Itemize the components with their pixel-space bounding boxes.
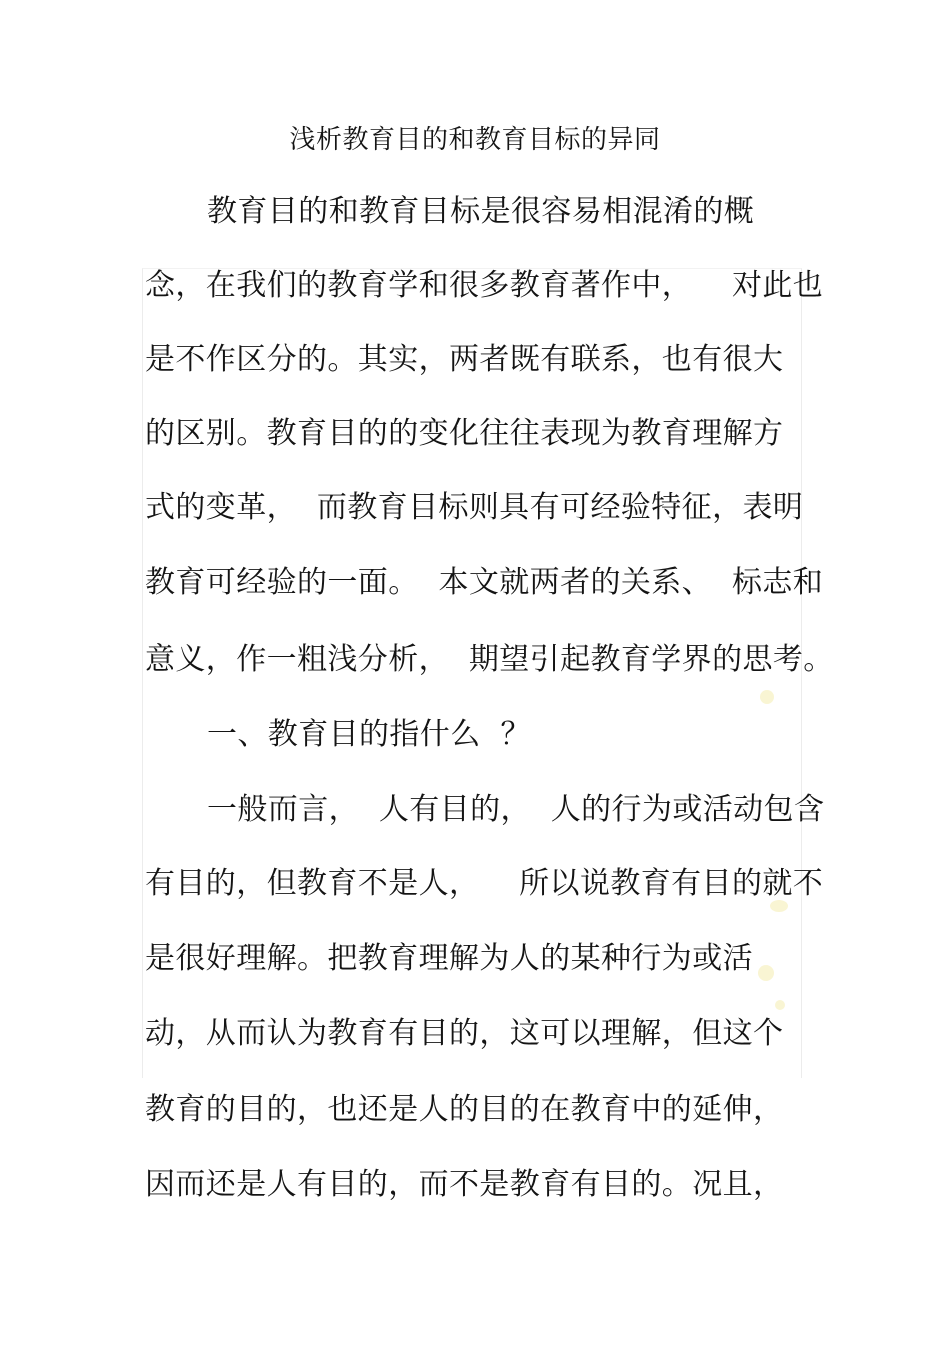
- paragraph-line: 教育可经验的一面。 本文就两者的关系、 标志和: [145, 565, 824, 600]
- paragraph-line: 意义，作一粗浅分析， 期望引起教育学界的思考。: [145, 642, 834, 677]
- paragraph-line: 念，在我们的教育学和很多教育著作中， 对此也: [145, 268, 824, 303]
- paper-speck: [758, 965, 774, 981]
- paragraph-line: 有目的，但教育不是人， 所以说教育有目的就不: [145, 866, 824, 901]
- paragraph-line: 动，从而认为教育有目的，这可以理解，但这个: [145, 1016, 784, 1051]
- section-heading: 一、教育目的指什么 ？: [207, 717, 531, 752]
- document-title: 浅析教育目的和教育目标的异同: [289, 125, 661, 155]
- paragraph-line: 式的变革， 而教育目标则具有可经验特征，表明: [145, 490, 804, 525]
- paragraph-line: 的区别。教育目的的变化往往表现为教育理解方: [145, 416, 784, 451]
- paragraph-line: 一般而言， 人有目的， 人的行为或活动包含: [207, 792, 825, 827]
- paragraph-line: 是不作区分的。其实，两者既有联系，也有很大: [145, 342, 784, 377]
- paragraph-line: 教育目的和教育目标是很容易相混淆的概: [207, 194, 755, 229]
- paragraph-line: 因而还是人有目的，而不是教育有目的。况且，: [145, 1167, 784, 1202]
- paragraph-line: 教育的目的，也还是人的目的在教育中的延伸，: [145, 1092, 784, 1127]
- paragraph-line: 是很好理解。把教育理解为人的某种行为或活: [145, 941, 753, 976]
- paper-speck: [760, 690, 774, 704]
- paper-speck: [775, 1000, 785, 1010]
